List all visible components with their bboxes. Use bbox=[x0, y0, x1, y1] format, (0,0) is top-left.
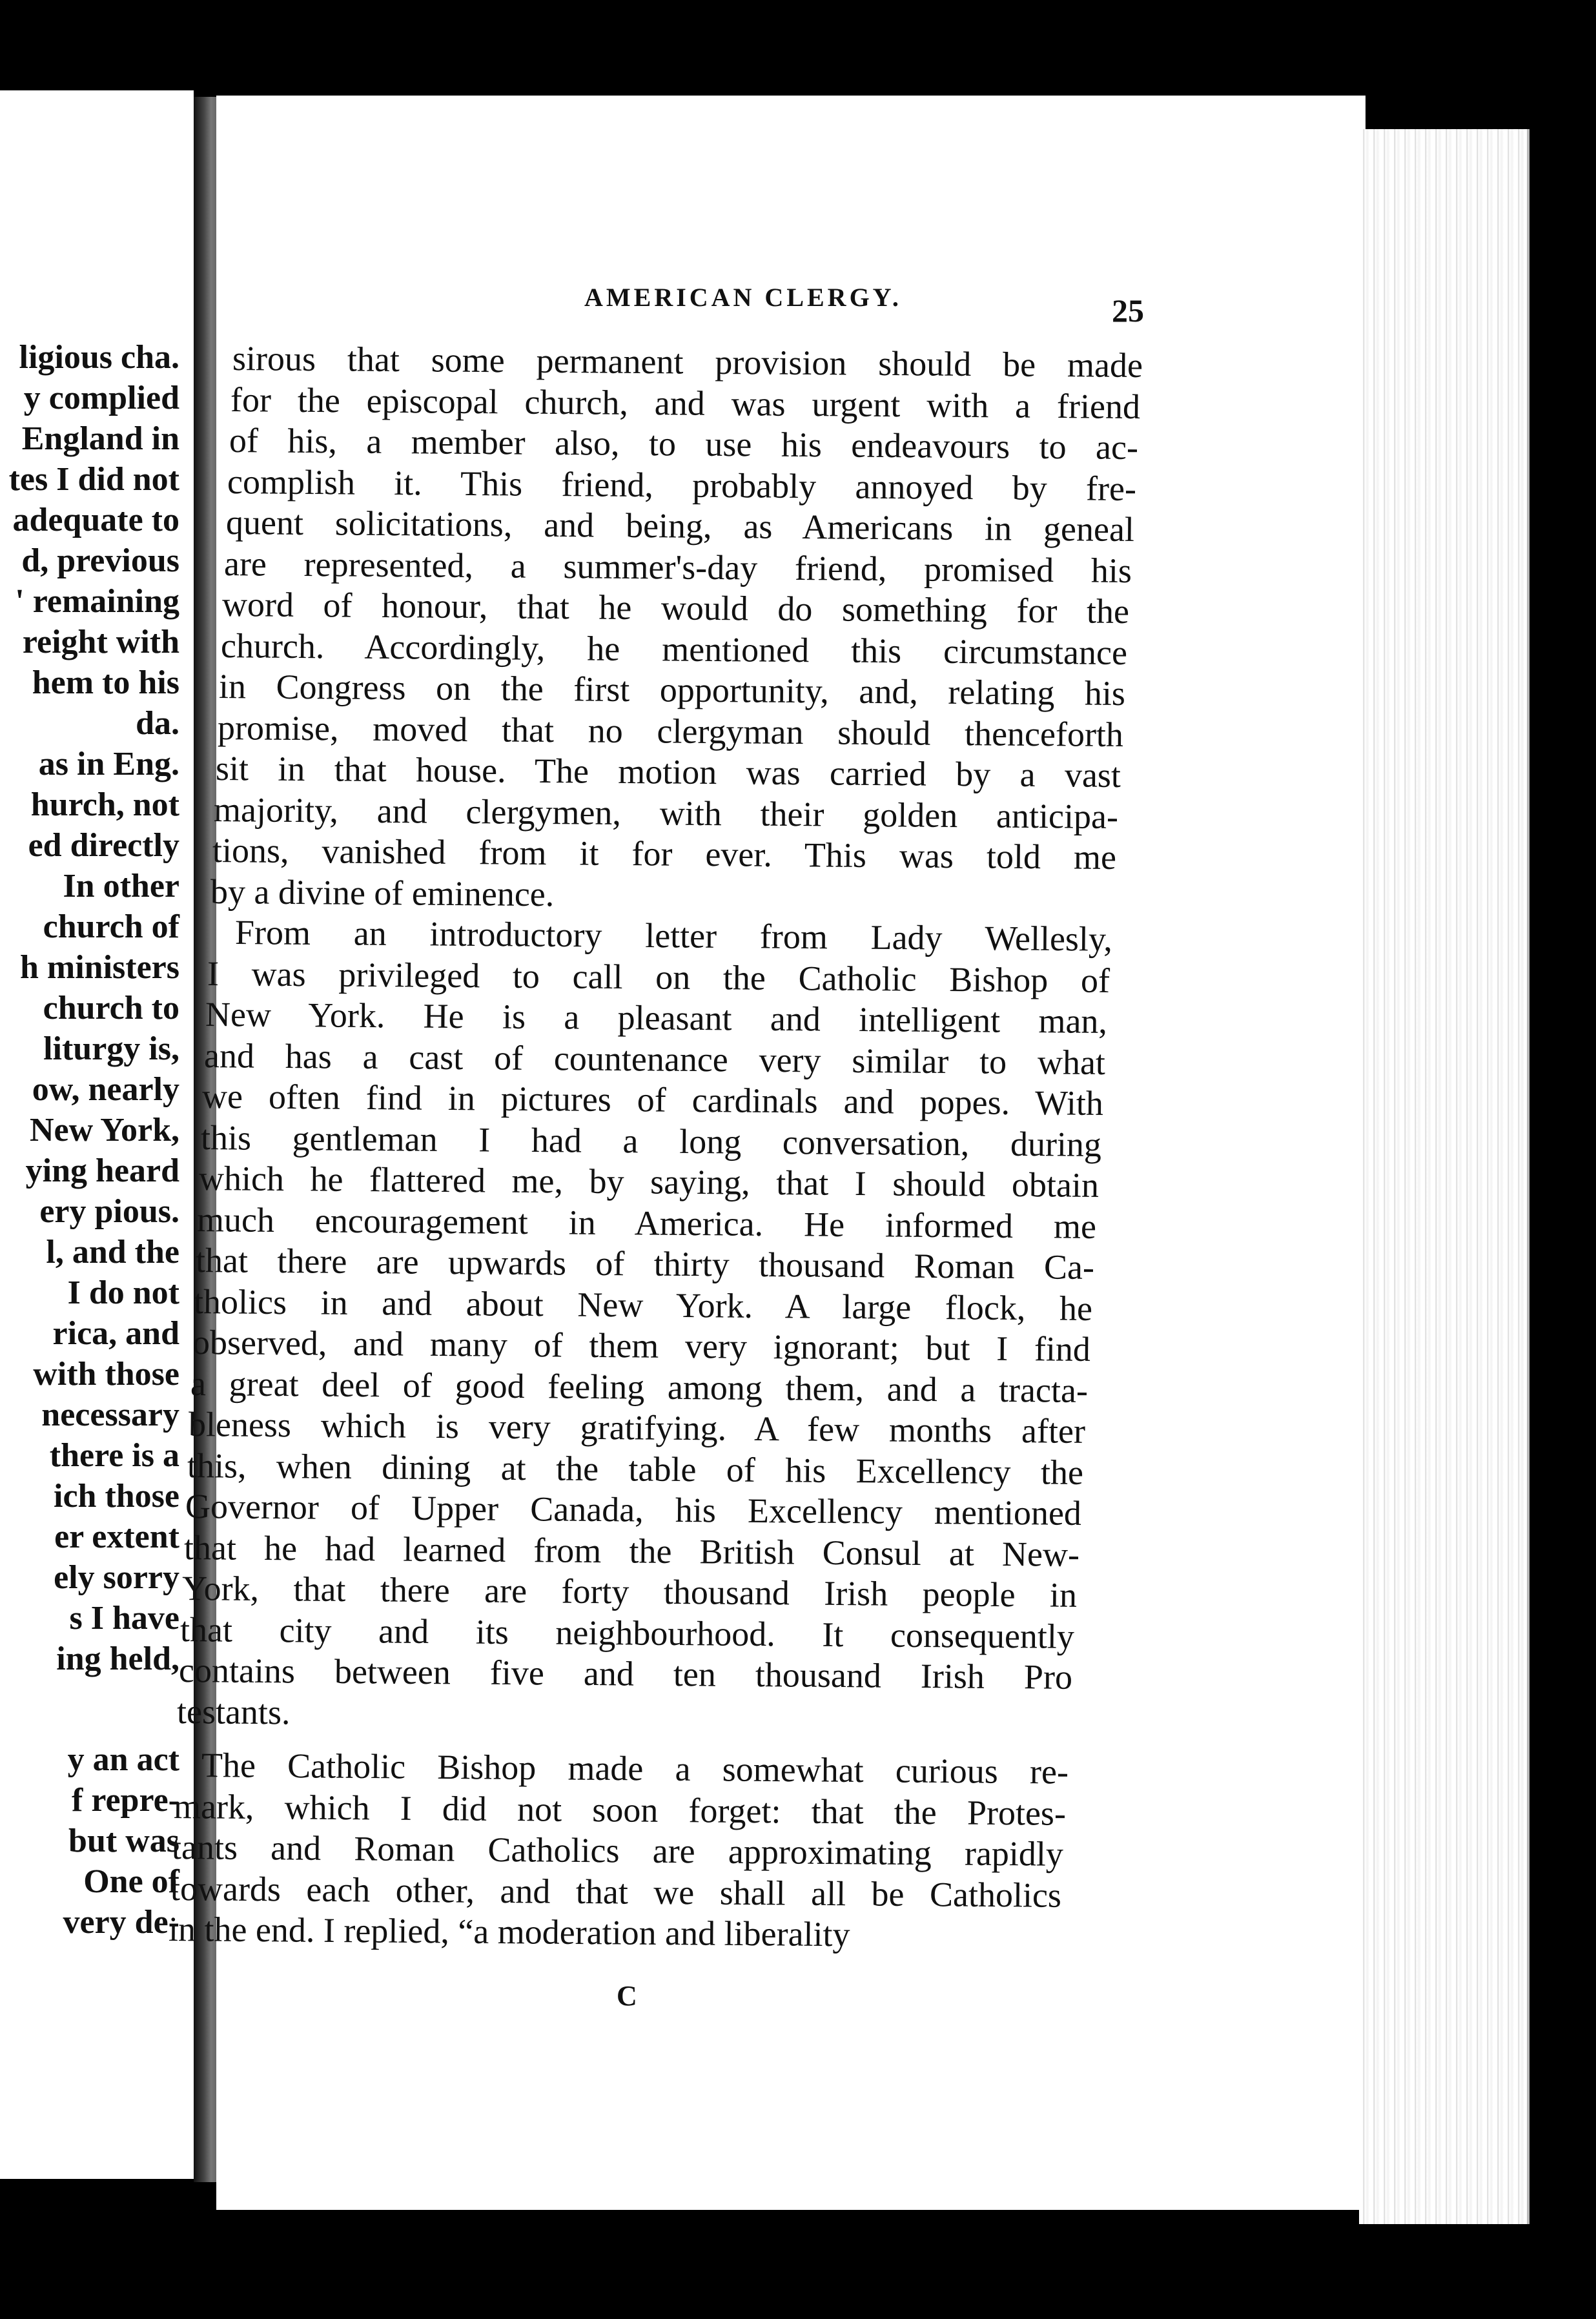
signature-mark: C bbox=[617, 1980, 637, 2012]
body-text-line: and has a cast of countenance very similar to what bbox=[203, 1036, 1106, 1082]
left-page-line: rica, and bbox=[52, 1315, 179, 1352]
body-text-line: mark, which I did not soon forget: that the Protes- bbox=[173, 1786, 1067, 1833]
left-page-line: tes I did not bbox=[8, 461, 179, 498]
body-text-line: for the episcopal church, and was urgent with a friend bbox=[230, 380, 1141, 426]
body-text-line: much encouragement in America. He informed me bbox=[196, 1200, 1097, 1246]
body-text-line: in Congress on the first opportunity, and, relating his bbox=[218, 667, 1126, 713]
left-page-line: very de- bbox=[63, 1904, 179, 1941]
body-text-line: testants. bbox=[176, 1691, 291, 1732]
left-page-line: l, and the bbox=[46, 1234, 179, 1271]
body-text-line: church. Accordingly, he mentioned this circumstance bbox=[220, 626, 1128, 672]
body-text-line: New York. He is a pleasant and intelligent man, bbox=[205, 995, 1108, 1041]
body-text-line: bleness which is very gratifying. A few months after bbox=[188, 1405, 1086, 1451]
left-page-line: as in Eng. bbox=[38, 746, 179, 782]
body-text-line: word of honour, that he would do something for the bbox=[221, 585, 1130, 631]
left-page-line: New York, bbox=[29, 1112, 179, 1149]
body-text-line: a great deel of good feeling among them, and a tracta- bbox=[190, 1364, 1089, 1410]
body-text-line: this gentleman I had a long conversation, during bbox=[200, 1118, 1102, 1164]
left-page-line: there is a bbox=[49, 1437, 179, 1474]
body-text-line: quent solicitations, and being, as Americans in geneal bbox=[225, 503, 1135, 549]
left-page-line: with those bbox=[33, 1356, 179, 1393]
body-text-line: tions, vanished from it for ever. This was told me bbox=[212, 831, 1117, 877]
left-page-line: y an act bbox=[67, 1741, 179, 1778]
body-text-line: tholics in and about New York. A large flock, he bbox=[193, 1282, 1093, 1328]
left-page-line: church to bbox=[43, 990, 179, 1027]
body-text-line: observed, and many of them very ignorant; but I find bbox=[192, 1323, 1091, 1369]
page-number: 25 bbox=[1112, 292, 1144, 329]
left-page-line: ing held, bbox=[56, 1640, 179, 1677]
left-page-line: ed directly bbox=[28, 827, 179, 864]
left-page-line: ery pious. bbox=[39, 1193, 179, 1230]
body-text-line: in the end. I replied, “a moderation and liberality bbox=[168, 1910, 850, 1954]
body-text-line: I was privileged to call on the Catholic Bishop of bbox=[207, 954, 1110, 1000]
body-text-line: by a divine of eminence. bbox=[210, 872, 555, 914]
left-page-line: ow, nearly bbox=[32, 1071, 179, 1108]
body-text-line: sit in that house. The motion was carried by a vast bbox=[215, 749, 1121, 795]
body-text-line: we often find in pictures of cardinals and popes. With bbox=[201, 1077, 1104, 1123]
left-page-line: s I have bbox=[69, 1600, 179, 1637]
body-text-line: York, that there are forty thousand Irish people in bbox=[181, 1569, 1078, 1615]
body-text-line: are represented, a summer's-day friend, promised his bbox=[223, 544, 1132, 590]
body-text-line: which he flattered me, by saying, that I should obtain bbox=[198, 1159, 1100, 1205]
left-page-line: reight with bbox=[22, 624, 179, 660]
left-page-line: ich those bbox=[54, 1478, 179, 1515]
left-page-line: ying heard bbox=[25, 1152, 179, 1189]
left-page-line: I do not bbox=[67, 1274, 179, 1311]
left-page-line: y complied bbox=[23, 380, 179, 416]
body-text-line: this, when dining at the table of his Excellency the bbox=[187, 1446, 1084, 1492]
left-page-line: liturgy is, bbox=[43, 1030, 179, 1067]
body-text-line: contains between five and ten thousand Irish Pro bbox=[178, 1651, 1073, 1697]
left-page-line: hurch, not bbox=[30, 786, 179, 823]
left-page-line: hem to his bbox=[32, 664, 179, 701]
body-text-line: that city and its neighbourhood. It consequently bbox=[179, 1609, 1075, 1656]
running-head: AMERICAN CLERGY. bbox=[584, 283, 902, 312]
left-page-line: d, previous bbox=[21, 542, 179, 579]
left-page-line: h ministers bbox=[20, 949, 179, 986]
body-text-line: The Catholic Bishop made a somewhat curious re- bbox=[201, 1746, 1069, 1792]
body-text-line: that there are upwards of thirty thousand Roman Ca- bbox=[195, 1241, 1095, 1287]
left-page-line: ' remaining bbox=[15, 583, 179, 620]
body-text-line: complish it. This friend, probably annoyed by fre- bbox=[227, 462, 1137, 508]
left-page-line: but was bbox=[68, 1823, 179, 1859]
body-text-line: sirous that some permanent provision should be made bbox=[232, 339, 1143, 385]
body-text-line: tants and Roman Catholics are approximating rapidly bbox=[171, 1828, 1064, 1874]
left-page-line: f repre- bbox=[72, 1782, 179, 1819]
left-page-line: church of bbox=[43, 908, 179, 945]
left-page-line: ligious cha. bbox=[19, 339, 179, 376]
left-page-line: da. bbox=[136, 705, 179, 742]
left-page-line: er extent bbox=[54, 1518, 179, 1555]
left-page-line: In other bbox=[63, 868, 179, 904]
left-page-line: England in bbox=[21, 420, 179, 457]
body-text-line: From an introductory letter from Lady Wellesly, bbox=[234, 913, 1113, 959]
page-edges bbox=[1359, 129, 1530, 2224]
left-page-fragment bbox=[0, 90, 194, 2179]
body-text-line: promise, moved that no clergyman should thenceforth bbox=[217, 708, 1124, 754]
body-text-line: that he had learned from the British Consul at New- bbox=[183, 1527, 1080, 1574]
left-page-line: One of bbox=[83, 1863, 179, 1900]
body-text-line: Governor of Upper Canada, his Excellency mentioned bbox=[185, 1487, 1082, 1533]
body-text-line: majority, and clergymen, with their golden anticipa- bbox=[213, 790, 1119, 836]
left-page-line: adequate to bbox=[12, 502, 179, 538]
body-text-line: towards each other, and that we shall all be Catholics bbox=[170, 1868, 1062, 1915]
left-page-line: ely sorry bbox=[54, 1559, 179, 1596]
body-text-line: of his, a member also, to use his endeavours to ac- bbox=[229, 421, 1139, 467]
left-page-line: necessary bbox=[41, 1396, 179, 1433]
